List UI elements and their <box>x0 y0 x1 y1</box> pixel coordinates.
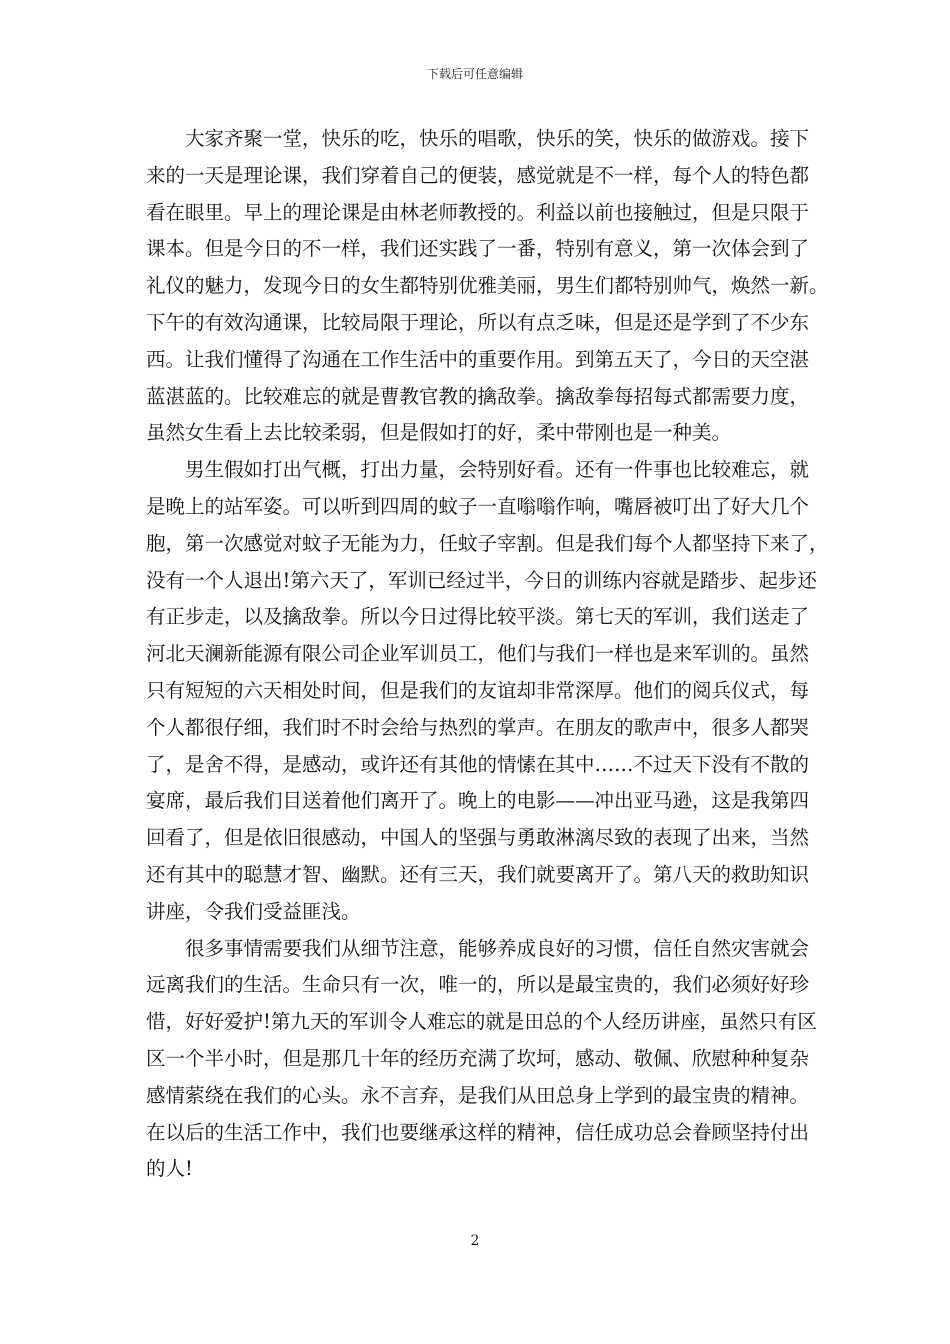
text-line: 讲座，令我们受益匪浅。 <box>146 899 361 923</box>
text-line: 下午的有效沟通课，比较局限于理论，所以有点乏味，但是还是学到了不少东 <box>146 310 810 334</box>
text-line: 大家齐聚一堂，快乐的吃，快乐的唱歌，快乐的笑，快乐的做游戏。接下 <box>146 127 810 150</box>
paragraph-1 <box>146 121 829 452</box>
text-line: 回看了，但是依旧很感动，中国人的坚强与勇敢淋漓尽致的表现了出来，当然 <box>146 826 810 850</box>
text-line: 宴席，最后我们目送着他们离开了。晚上的电影——冲出亚马逊，这是我第四 <box>146 789 810 813</box>
text-line: 是晚上的站军姿。可以听到四周的蚊子一直嗡嗡作响，嘴唇被叮出了好大几个 <box>146 494 810 518</box>
text-line: 蓝湛蓝的。比较难忘的就是曹教官教的擒敌拳。擒敌拳每招每式都需要力度， <box>146 384 810 408</box>
text-line: 感情萦绕在我们的心头。永不言弃，是我们从田总身上学到的最宝贵的精神。 <box>146 1083 810 1107</box>
text-line: 看在眼里。早上的理论课是由林老师教授的。利益以前也接触过，但是只限于 <box>146 200 810 224</box>
document-body <box>146 121 829 1188</box>
text-line: 有正步走，以及擒敌拳。所以今日过得比较平淡。第七天的军训，我们送走了 <box>146 605 810 629</box>
paragraph-3 <box>146 931 826 1189</box>
text-line: 礼仪的魅力，发现今日的女生都特别优雅美丽，男生们都特别帅气，焕然一新。 <box>146 274 829 298</box>
text-line: 远离我们的生活。生命只有一次，唯一的，所以是最宝贵的，我们必须好好珍 <box>146 973 810 997</box>
text-line: 没有一个人退出!第六天了，军训已经过半，今日的训练内容就是踏步、起步还 <box>146 568 817 592</box>
text-line: 来的一天是理论课，我们穿着自己的便装，感觉就是不一样，每个人的特色都 <box>146 163 810 187</box>
text-line: 男生假如打出气概，打出力量，会特别好看。还有一件事也比较难忘，就 <box>146 458 810 482</box>
page-number: 2 <box>470 1233 480 1249</box>
text-line: 惜，好好爱护!第九天的军训令人难忘的就是田总的个人经历讲座，虽然只有区 <box>146 1010 817 1034</box>
text-line: 还有其中的聪慧才智、幽默。还有三天，我们就要离开了。第八天的救助知识 <box>146 862 810 886</box>
text-line: 西。让我们懂得了沟通在工作生活中的重要作用。到第五天了，今日的天空湛 <box>146 347 810 371</box>
text-line: 很多事情需要我们从细节注意，能够养成良好的习惯，信任自然灾害就会 <box>146 936 810 960</box>
text-line: 虽然女生看上去比较柔弱，但是假如打的好，柔中带刚也是一种美。 <box>146 421 732 445</box>
text-line: 的人! <box>146 1157 193 1181</box>
text-line: 河北天澜新能源有限公司企业军训员工，他们与我们一样也是来军训的。虽然 <box>146 642 810 666</box>
text-line: 区一个半小时，但是那几十年的经历充满了坎坷，感动、敬佩、欣慰种种复杂 <box>146 1046 810 1070</box>
text-line: 在以后的生活工作中，我们也要继承这样的精神，信任成功总会眷顾坚持付出 <box>146 1120 810 1144</box>
text-line: 只有短短的六天相处时间，但是我们的友谊却非常深厚。他们的阅兵仪式，每 <box>146 678 810 702</box>
text-line: 了，是舍不得，是感动，或许还有其他的情愫在其中……不过天下没有不散的 <box>146 752 810 776</box>
page-header: 下载后可任意编辑 <box>426 67 523 81</box>
paragraph-2 <box>146 452 829 930</box>
text-line: 个人都很仔细，我们时不时会给与热烈的掌声。在朋友的歌声中，很多人都哭 <box>146 715 810 739</box>
text-line: 课本。但是今日的不一样，我们还实践了一番，特别有意义，第一次体会到了 <box>146 237 810 261</box>
text-line: 胞，第一次感觉对蚊子无能为力，任蚊子宰割。但是我们每个人都坚持下来了， <box>146 531 829 555</box>
